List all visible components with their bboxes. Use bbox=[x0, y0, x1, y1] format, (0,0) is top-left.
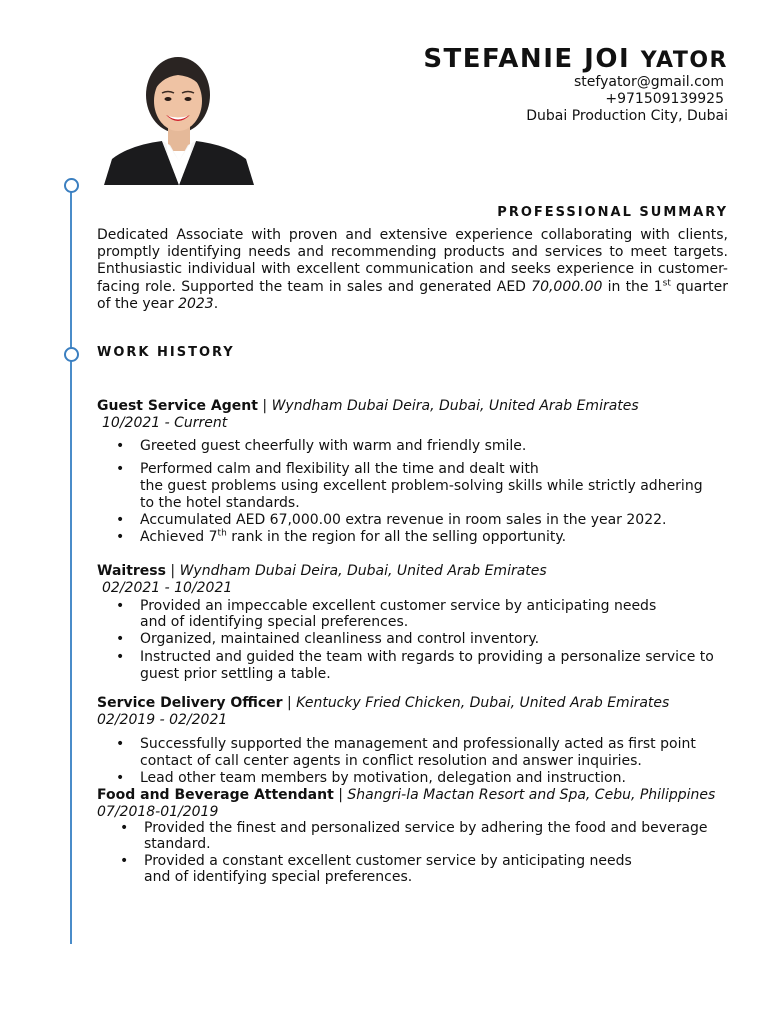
candidate-name bbox=[423, 44, 728, 74]
job-bullet: • Performed calm and flexibility all the time and dealt with bbox=[140, 461, 539, 478]
job-bullet: • Organized, maintained cleanliness and control inventory. bbox=[140, 631, 539, 648]
job-bullet: • Lead other team members by motivation, delegation and instruction. bbox=[140, 770, 626, 787]
summary-ordinal: st bbox=[662, 277, 671, 288]
name-last: YATOR bbox=[640, 48, 728, 73]
bullet-continuation-text: to the hotel standards. bbox=[140, 495, 300, 511]
job-separator: | bbox=[165, 563, 180, 579]
job-role: Service Delivery Officer bbox=[97, 695, 283, 711]
job-employer: Kentucky Fried Chicken, Dubai, United Arab Emirates bbox=[296, 695, 670, 711]
job-bullet: • Instructed and guided the team with regards to providing a personalize service to bbox=[140, 649, 714, 666]
job-header bbox=[97, 563, 547, 579]
job-bullet: • Provided a constant excellent customer service by anticipating needs bbox=[144, 853, 632, 870]
job-separator: | bbox=[333, 787, 348, 803]
job-header bbox=[97, 695, 669, 711]
timeline-dot-work bbox=[64, 347, 79, 362]
job-role: Food and Beverage Attendant bbox=[97, 787, 334, 803]
job-dates: 02/2021 - 10/2021 bbox=[102, 580, 233, 596]
job-bullet-continuation bbox=[140, 666, 331, 683]
job-employer: Wyndham Dubai Deira, Dubai, United Arab Emirates bbox=[271, 398, 639, 414]
job-bullet: • Provided the finest and personalized service by adhering the food and beverage bbox=[144, 820, 708, 837]
name-first: STEFANIE JOI bbox=[423, 44, 631, 74]
phone[interactable]: +971509139925 bbox=[605, 91, 724, 107]
summary-amount: 70,000.00 bbox=[531, 278, 603, 295]
job-bullet-continuation bbox=[144, 869, 412, 886]
job-bullet-continuation bbox=[140, 495, 300, 512]
job-bullet-continuation bbox=[144, 836, 211, 853]
job-separator: | bbox=[282, 695, 297, 711]
job-dates: 07/2018-01/2019 bbox=[97, 804, 219, 820]
job-bullet: • Greeted guest cheerfully with warm and friendly smile. bbox=[140, 438, 526, 455]
bullet-continuation-text: and of identifying special preferences. bbox=[144, 869, 413, 885]
bullet-continuation-text: contact of call center agents in conflict resolution and answer inquiries. bbox=[140, 753, 642, 769]
timeline-dot-header bbox=[64, 178, 79, 193]
summary-text bbox=[97, 227, 728, 313]
work-history-title: WORK HISTORY bbox=[97, 345, 235, 360]
bullet-continuation-text: and of identifying special preferences. bbox=[140, 614, 409, 630]
job-dates: 10/2021 - Current bbox=[102, 415, 228, 431]
profile-photo bbox=[100, 37, 258, 185]
job-separator: | bbox=[257, 398, 272, 414]
email[interactable]: stefyator@gmail.com bbox=[574, 74, 724, 90]
summary-text-main: Dedicated Associate with proven and extensive experience collaborating with clients, promptly identifying needs and recommending products and services to meet targets. Enthusiastic individual with excellent communication and seeks experience in customer-facing role. Supported the team in sales and generated AED bbox=[97, 227, 728, 295]
summary-text-quarter: quarter of the year bbox=[97, 278, 729, 312]
job-bullet-continuation bbox=[140, 478, 703, 495]
summary-text-mid: in the 1 bbox=[602, 278, 663, 295]
job-bullet bbox=[140, 529, 566, 546]
job-employer: Wyndham Dubai Deira, Dubai, United Arab Emirates bbox=[179, 563, 547, 579]
job-bullet-continuation bbox=[140, 614, 408, 631]
bullet-text: Achieved 7 bbox=[140, 529, 218, 545]
job-header bbox=[97, 787, 715, 803]
bullet-text: rank in the region for all the selling opportunity. bbox=[226, 529, 567, 545]
job-bullet: • Accumulated AED 67,000.00 extra revenue in room sales in the year 2022. bbox=[140, 512, 666, 529]
job-header bbox=[97, 398, 639, 414]
bullet-ordinal: th bbox=[217, 528, 227, 539]
bullet-continuation-text: guest prior settling a table. bbox=[140, 666, 331, 682]
job-employer: Shangri-la Mactan Resort and Spa, Cebu, Philippines bbox=[347, 787, 716, 803]
bullet-continuation-text: the guest problems using excellent problem-solving skills while strictly adhering bbox=[140, 478, 703, 494]
job-bullet: • Successfully supported the management and professionally acted as first point bbox=[140, 736, 696, 753]
summary-title: PROFESSIONAL SUMMARY bbox=[497, 205, 728, 220]
job-dates: 02/2019 - 02/2021 bbox=[97, 712, 228, 728]
job-bullet-continuation bbox=[140, 753, 642, 770]
summary-text-end: . bbox=[213, 295, 219, 312]
job-role: Guest Service Agent bbox=[97, 398, 258, 414]
timeline-line bbox=[70, 184, 72, 944]
job-role: Waitress bbox=[97, 563, 166, 579]
job-bullet: • Provided an impeccable excellent customer service by anticipating needs bbox=[140, 598, 656, 615]
bullet-continuation-text: standard. bbox=[144, 836, 211, 852]
summary-year: 2023 bbox=[178, 295, 214, 312]
location: Dubai Production City, Dubai bbox=[526, 108, 728, 124]
